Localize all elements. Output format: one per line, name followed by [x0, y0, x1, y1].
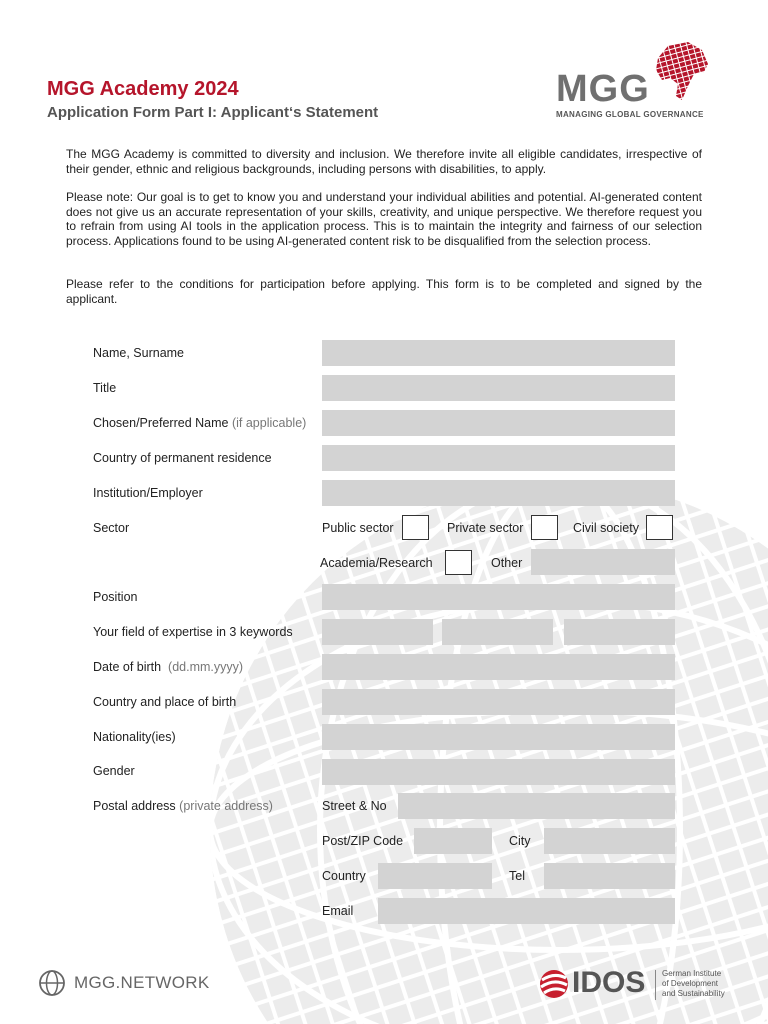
- gender-field[interactable]: [322, 759, 675, 785]
- street-field[interactable]: [398, 793, 675, 819]
- idos-name: [662, 969, 725, 999]
- academia-checkbox[interactable]: [445, 550, 472, 575]
- idos-emblem-icon: [538, 968, 570, 1000]
- dob-label: [93, 660, 243, 674]
- institution-field[interactable]: [322, 480, 675, 506]
- chosen-name-label: [93, 416, 306, 430]
- chosen-name-text: Chosen/Preferred Name: [93, 416, 229, 430]
- expertise-keyword-2-field[interactable]: [442, 619, 553, 645]
- private-sector-checkbox[interactable]: [531, 515, 558, 540]
- idos-name-line-3: and Sustainability: [662, 989, 725, 998]
- idos-wordmark: IDOS: [572, 966, 646, 999]
- logo-tagline: MANAGING GLOBAL GOVERNANCE: [556, 110, 704, 119]
- sector-label: Sector: [93, 521, 130, 535]
- logo-wordmark: MGG: [556, 68, 650, 110]
- civil-society-checkbox[interactable]: [646, 515, 673, 540]
- institution-label: Institution/Employer: [93, 486, 203, 500]
- ai-notice-paragraph: Please note: Our goal is to get to know you and understand your individual abilities and potential. AI-generated content does not give us an accurate representation of your skills, creativity, and unique perspective. We therefore request you to refrain from using AI tools in the application process. This is to maintain the integrity and fairness of our selection process. Applications found to be using AI-generated content risk to be disqualified from the selection process.: [66, 190, 702, 248]
- birth-place-label: Country and place of birth: [93, 695, 237, 709]
- website-footer: [38, 969, 210, 997]
- city-field[interactable]: [544, 828, 675, 854]
- title-field[interactable]: [322, 375, 675, 401]
- position-label: Position: [93, 590, 138, 604]
- globe-icon: [648, 40, 710, 104]
- expertise-label: Your field of expertise in 3 keywords: [93, 625, 293, 639]
- zip-field[interactable]: [414, 828, 492, 854]
- gender-label: Gender: [93, 764, 135, 778]
- diversity-paragraph: The MGG Academy is committed to diversity and inclusion. We therefore invite all eligible candidates, irrespective of their gender, ethnic and religious backgrounds, including persons with disabilities, to apply.: [66, 147, 702, 176]
- email-label: Email: [322, 904, 354, 918]
- idos-name-line-1: German Institute: [662, 969, 722, 978]
- country-residence-label: Country of permanent residence: [93, 451, 272, 465]
- country-residence-field[interactable]: [322, 445, 675, 471]
- expertise-keyword-1-field[interactable]: [322, 619, 433, 645]
- public-sector-checkbox[interactable]: [402, 515, 429, 540]
- nationality-label: Nationality(ies): [93, 730, 176, 744]
- dob-text: Date of birth: [93, 660, 162, 674]
- conditions-paragraph: Please refer to the conditions for participation before applying. This form is to be completed and signed by the applicant.: [66, 277, 702, 306]
- web-globe-icon: [38, 969, 66, 997]
- private-sector-label: Private sector: [447, 521, 524, 535]
- zip-label: Post/ZIP Code: [322, 834, 404, 848]
- name-label: Name, Surname: [93, 346, 185, 360]
- idos-name-line-2: of Development: [662, 979, 719, 988]
- page-title: MGG Academy 2024: [47, 78, 239, 100]
- other-sector-field[interactable]: [531, 549, 675, 575]
- dob-field[interactable]: [322, 654, 675, 680]
- city-label: City: [509, 834, 531, 848]
- mgg-logo: [556, 40, 716, 126]
- country-field[interactable]: [378, 863, 492, 889]
- name-field[interactable]: [322, 340, 675, 366]
- chosen-name-hint: (if applicable): [231, 416, 307, 430]
- country-label: Country: [322, 869, 366, 883]
- email-field[interactable]: [378, 898, 675, 924]
- website-link[interactable]: MGG.NETWORK: [74, 973, 210, 992]
- position-field[interactable]: [322, 584, 675, 610]
- street-label: Street & No: [322, 799, 387, 813]
- page-subtitle: Application Form Part I: Applicant‘s Statement: [47, 104, 379, 121]
- other-label: Other: [491, 556, 523, 570]
- expertise-keyword-3-field[interactable]: [564, 619, 675, 645]
- academia-label: Academia/Research: [320, 556, 433, 570]
- postal-text: Postal address: [93, 799, 176, 813]
- civil-society-label: Civil society: [573, 521, 639, 535]
- public-sector-label: Public sector: [322, 521, 394, 535]
- tel-field[interactable]: [544, 863, 675, 889]
- birth-place-field[interactable]: [322, 689, 675, 715]
- dob-hint: (dd.mm.yyyy): [168, 660, 244, 674]
- title-label: Title: [93, 381, 117, 395]
- nationality-field[interactable]: [322, 724, 675, 750]
- postal-hint: (private address): [179, 799, 273, 813]
- idos-divider: [655, 970, 656, 1000]
- tel-label: Tel: [509, 869, 525, 883]
- postal-label: [93, 799, 273, 813]
- idos-logo: [538, 966, 748, 1006]
- chosen-name-field[interactable]: [322, 410, 675, 436]
